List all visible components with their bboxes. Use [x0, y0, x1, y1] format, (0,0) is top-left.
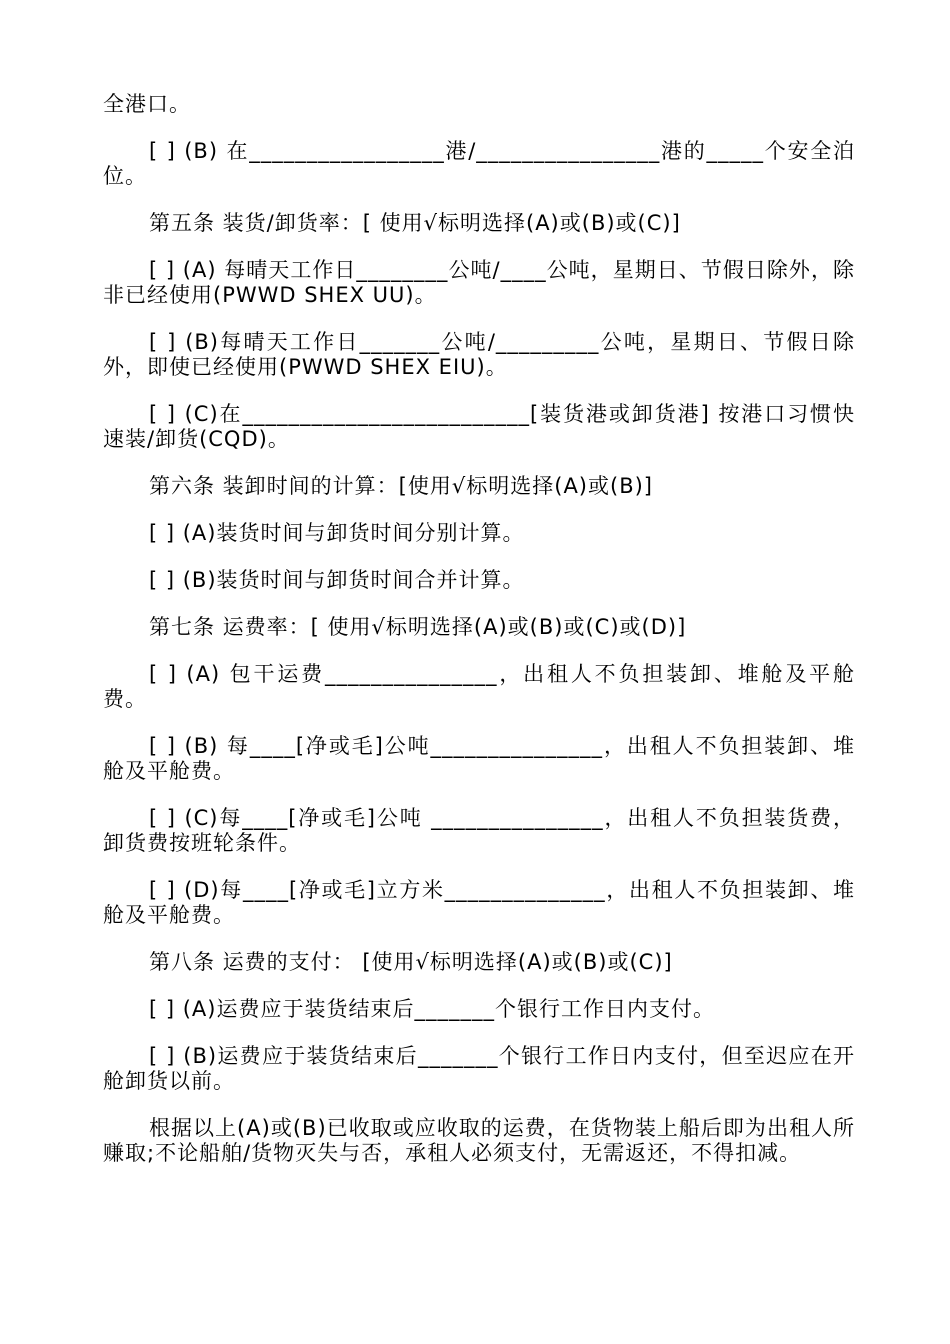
clause-8-option-b: [ ] (B)运费应于装货结束后_______个银行工作日内支付，但至迟应在开舱卸货以前。 — [103, 1044, 855, 1093]
article-8-heading: 第八条 运费的支付： [使用√标明选择(A)或(B)或(C)] — [149, 950, 673, 974]
clause-6-option-a: [ ] (A)装货时间与卸货时间分别计算。 — [149, 521, 525, 545]
clause-4-option-b: [ ] (B) 在_________________港/________________港的_____个安全泊位。 — [103, 139, 855, 188]
clause-6-option-b: [ ] (B)装货时间与卸货时间合并计算。 — [149, 568, 525, 592]
document-page — [103, 92, 855, 1188]
clause-8-option-a: [ ] (A)运费应于装货结束后_______个银行工作日内支付。 — [149, 997, 715, 1021]
clause-7-option-d: [ ] (D)每____[净或毛]立方米______________，出租人不负担装卸、堆舱及平舱费。 — [103, 878, 855, 927]
article-7-heading: 第七条 运费率：[ 使用√标明选择(A)或(B)或(C)或(D)] — [149, 615, 687, 639]
clause-5-option-a: [ ] (A) 每晴天工作日________公吨/____公吨，星期日、节假日除外，除非已经使用(PWWD SHEX UU)。 — [103, 258, 855, 307]
paragraph-continuation: 全港口。 — [103, 92, 191, 116]
clause-7-option-c: [ ] (C)每____[净或毛]公吨 _______________，出租人不负担装货费，卸货费按班轮条件。 — [103, 806, 855, 855]
article-5-heading: 第五条 装货/卸货率：[ 使用√标明选择(A)或(B)或(C)] — [149, 211, 681, 235]
clause-5-option-c: [ ] (C)在_________________________[装货港或卸货港] 按港口习惯快速装/卸货(CQD)。 — [103, 402, 855, 451]
clause-7-option-b: [ ] (B) 每____[净或毛]公吨_______________，出租人不负担装卸、堆舱及平舱费。 — [103, 734, 855, 783]
clause-5-option-b: [ ] (B)每晴天工作日_______公吨/_________公吨，星期日、节假日除外，即使已经使用(PWWD SHEX EIU)。 — [103, 330, 855, 379]
clause-7-option-a: [ ] (A) 包干运费_______________，出租人不负担装卸、堆舱及平舱费。 — [103, 662, 855, 711]
freight-earned-paragraph: 根据以上(A)或(B)已收取或应收取的运费，在货物装上船后即为出租人所赚取;不论船舶/货物灭失与否，承租人必须支付，无需返还，不得扣减。 — [103, 1116, 855, 1165]
article-6-heading: 第六条 装卸时间的计算：[使用√标明选择(A)或(B)] — [149, 474, 653, 498]
